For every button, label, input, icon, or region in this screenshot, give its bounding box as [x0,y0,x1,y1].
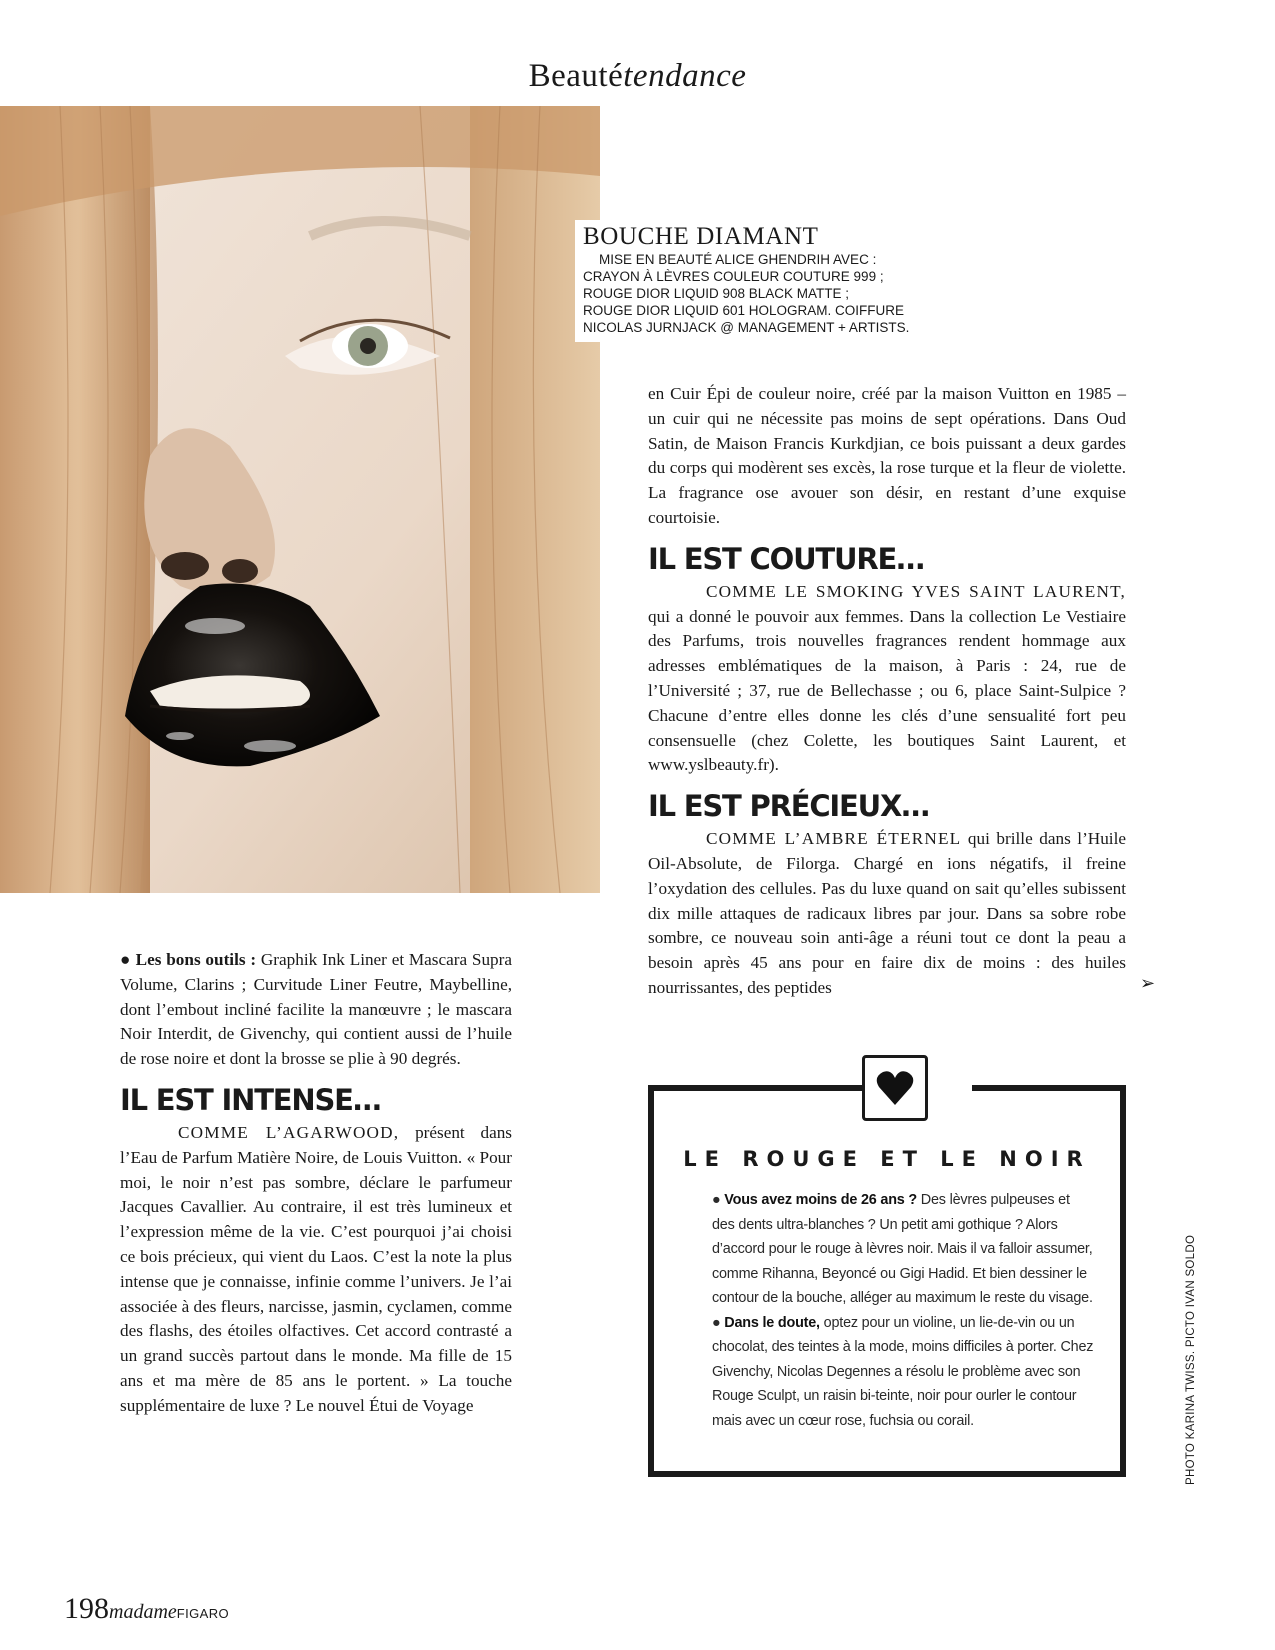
precieux-paragraph [648,827,1126,1001]
right-column [648,382,1126,1001]
page-number: 198 [64,1592,109,1625]
intense-lead: COMME L’AGARWOOD, [178,1122,400,1142]
caption-title: BOUCHE DIAMANT [583,223,819,250]
magazine-name: madame [109,1601,177,1623]
caption-line: ROUGE DIOR LIQUID 601 HOLOGRAM. COIFFURE [583,303,905,318]
precieux-text: qui brille dans l’Huile Oil-Absolute, de Filorga. Chargé en ions négatifs, il freine l’oxydation des cellules. Pas du luxe quand on sait qu’elles subissent dix mille attaques de radicaux libres par jour. Dans sa sobre robe sombre, ce nouveau soin anti-âge a réuni tout ce dont la peau a besoin après 45 ans pour en faire dix de moins : des huiles nourrissantes, des peptides [648,829,1126,997]
heart-icon [875,1069,915,1107]
intense-paragraph [120,1121,512,1419]
heading-intense: IL EST INTENSE… [120,1082,381,1117]
box-p1-label: Vous avez moins de 26 ans ? [724,1192,917,1208]
couture-text: qui a donné le pouvoir aux femmes. Dans la collection Le Vestiaire des Parfums, trois nouvelles fragrances rendent hommage aux adresses emblématiques de la maison, à Paris : 24, rue de l’Université ; 37, rue de Bellechasse ; ou 6, place Saint-Sulpice ? Chacune d’entre elles donne les clés d’une sensualité fort peu consensuelle (chez Colette, les boutiques Saint Laurent, et www.yslbeauty.fr). [648,606,1126,775]
subsection-name: tendance [623,58,747,94]
box-p2-label: Dans le doute, [724,1314,820,1331]
section-header [0,58,1275,95]
magazine-brand: FIGARO [176,1606,230,1621]
continued-paragraph: en Cuir Épi de couleur noire, créé par la maison Vuitton en 1985 – un cuir qui ne nécessite pas moins de sept opérations. Dans Oud Satin, de Maison Francis Kurkdjian, ce bois puissant a deux gardes du corps qui modèrent ses excès, la rose turque et la fleur de violette. La fragrance ose avouer son désir, en restant d’une exquise courtoisie. [648,384,1126,527]
box-title: LE ROUGE ET LE NOIR [683,1147,1091,1171]
box-paragraph-2: ● Dans le doute, optez pour un violine, un lie-de-vin ou un chocolat, des teintes à la mode, moins difficiles à porter. Chez Givenchy, Nicolas Degennes a résolu le problème avec son Rouge Sculpt, un raisin bi-teinte, noir pour ourler le contour mais avec un cœur rose, fuchsia ou corail. [712,1314,1094,1429]
couture-lead: COMME LE SMOKING YVES SAINT LAURENT, [706,581,1126,601]
left-column [120,948,512,1419]
precieux-lead: COMME L’AMBRE ÉTERNEL [706,829,962,849]
tools-text: Graphik Ink Liner et Mascara Supra Volume, Clarins ; Curvitude Liner Feutre, Maybelline, dont l’embout incliné facilite la manœuvre ; le mascara Noir Interdit, de Givenchy, qui contient aussi de l’huile de rose noire et dont la brosse se plie à 90 degrés. [120,950,512,1069]
caption-line: MISE EN BEAUTÉ ALICE GHENDRIH AVEC : [599,252,877,267]
heading-precieux: IL EST PRÉCIEUX… [648,789,929,824]
beauty-photo [0,106,600,893]
heading-couture: IL EST COUTURE… [648,541,924,576]
continue-arrow-icon: ➢ [1140,973,1156,994]
caption-line: CRAYON À LÈVRES COULEUR COUTURE 999 ; [583,269,884,284]
caption-line: ROUGE DIOR LIQUID 908 BLACK MATTE ; [583,286,850,301]
photo-caption [575,220,949,342]
box-text [684,1188,1094,1433]
section-name: Beauté [528,58,624,94]
page-footer [64,1592,229,1626]
box-p2-text: optez pour un violine, un lie-de-vin ou un chocolat, des teintes à la mode, moins difficiles à porter. Chez Givenchy, Nicolas Degennes a résolu le problème avec son Rouge Sculpt, un raisin bi-teinte, noir pour ourler le contour mais avec un cœur rose, fuchsia ou corail. [712,1314,1094,1429]
intense-text: présent dans l’Eau de Parfum Matière Noire, de Louis Vuitton. « Pour moi, le noir n’est pas sombre, déclare le parfumeur Jacques Cavallier. Au contraire, il est très lumineux et l’expression même de la vie. C’est pourquoi j’ai choisi ce bois précieux, qui vient du Laos. C’est la note la plus intense que je connaisse, infinie comme l’univers. Je l’ai associée à des fleurs, narcisse, jasmin, cyclamen, comme des flashs, des étoiles olfactives. Cet accord contrasté a un grand succès partout dans le monde. Ma fille de 15 ans et ma mère de 85 ans le portent. » La touche supplémentaire de luxe ? Le nouvel Étui de Voyage [120,1122,512,1415]
sidebar-box [648,1085,1126,1477]
box-paragraph-1: ● Vous avez moins de 26 ans ? Des lèvres pulpeuses et des dents ultra-blanches ? Un petit ami gothique ? Alors d’accord pour le rouge à lèvres noir. Mais il va falloir assumer, comme Rihanna, Beyoncé ou Gigi Hadid. Et bien dessiner le contour de la bouche, alléger au maximum le reste du visage. [712,1192,1093,1306]
caption-line: NICOLAS JURNJACK @ MANAGEMENT + ARTISTS. [583,320,910,335]
tools-label: Les bons outils : [135,950,257,969]
box-p1-text: Des lèvres pulpeuses et des dents ultra-blanches ? Un petit ami gothique ? Alors d’accord pour le rouge à lèvres noir. Mais il va falloir assumer, comme Rihanna, Beyoncé ou Gigi Hadid. Et bien dessiner le contour de la bouche, alléger au maximum le reste du visage. [712,1192,1093,1306]
tools-paragraph: ● Les bons outils : Graphik Ink Liner et Mascara Supra Volume, Clarins ; Curvitude Liner Feutre, Maybelline, dont l’embout incliné facilite la manœuvre ; le mascara Noir Interdit, de Givenchy, qui contient aussi de l’huile de rose noire et dont la brosse se plie à 90 degrés. [120,950,512,1069]
photo-credits: PHOTO KARINA TWISS. PICTO IVAN SOLDO [1185,1234,1197,1485]
couture-paragraph [648,580,1126,778]
heart-badge [862,1055,928,1121]
